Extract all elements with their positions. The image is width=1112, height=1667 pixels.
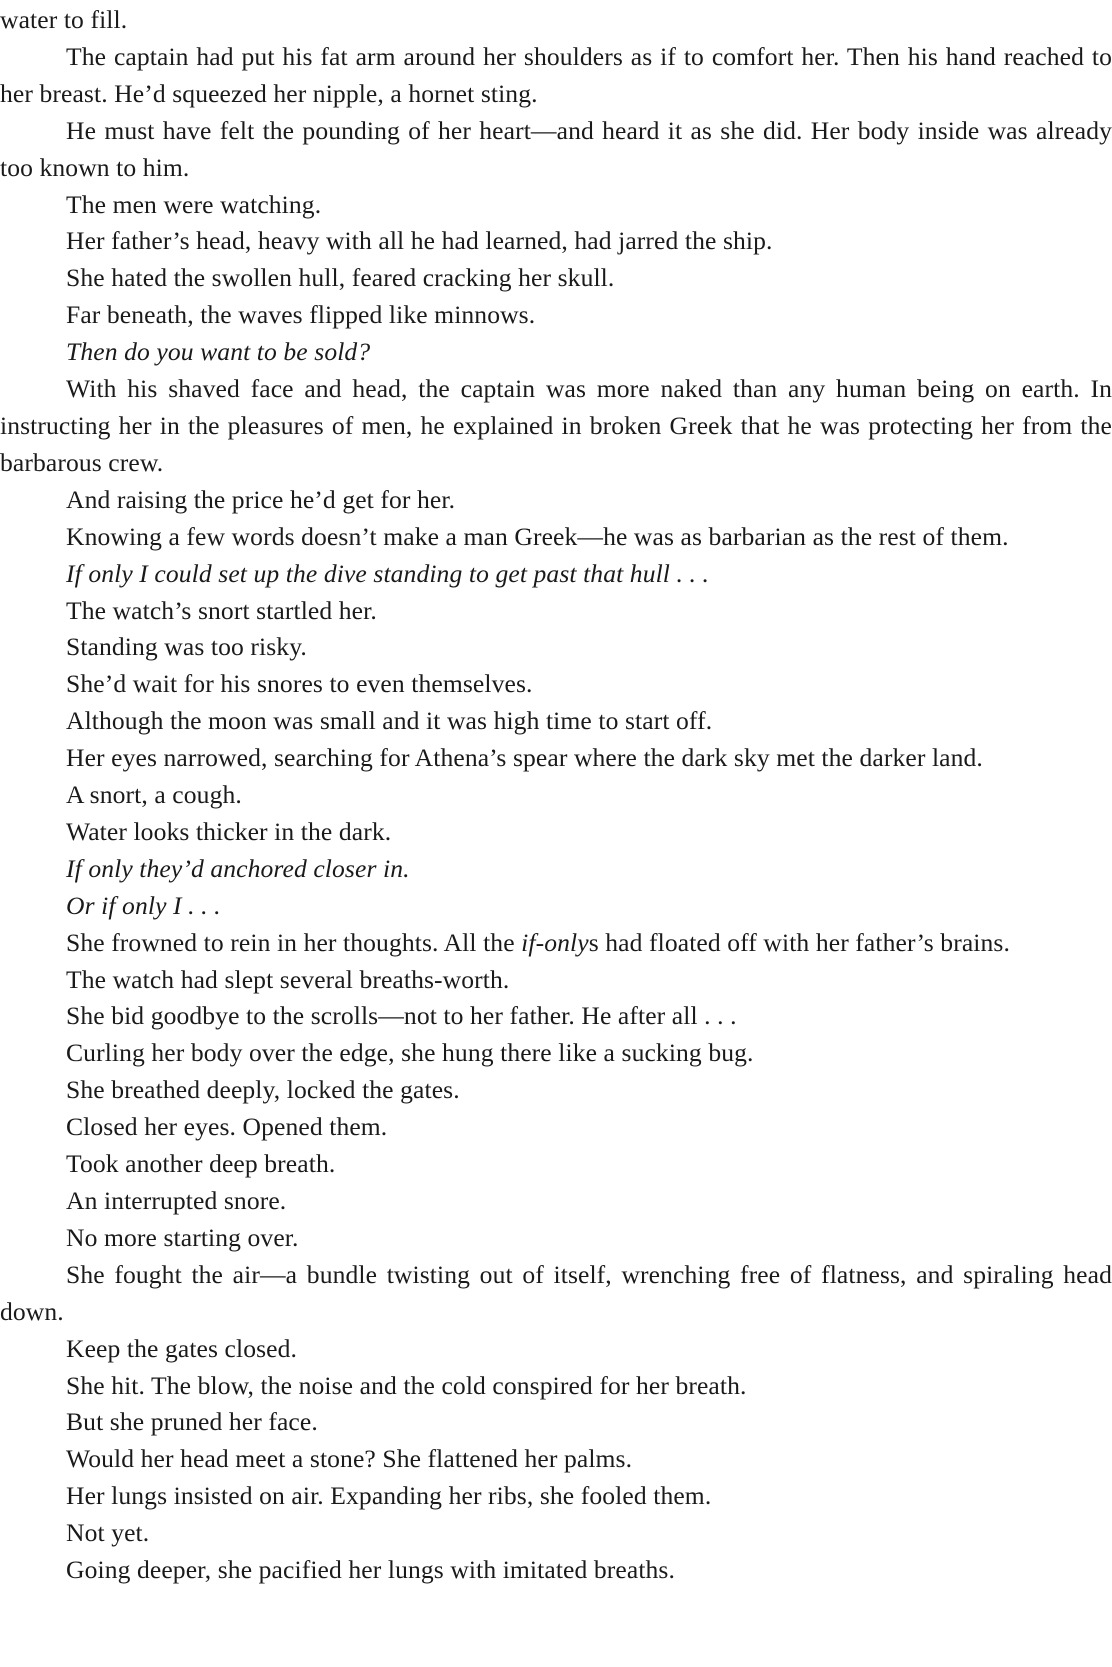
text-run: She’d wait for his snores to even themselves. [66, 669, 533, 699]
paragraph [0, 334, 1112, 371]
text-run: Water looks thicker in the dark. [66, 816, 392, 846]
italic-text: If only they’d anchored closer in. [66, 853, 410, 883]
text-run: Although the moon was small and it was high time to start off. [66, 706, 713, 736]
book-page [0, 2, 1112, 1589]
paragraph [0, 703, 1112, 740]
paragraph [0, 814, 1112, 851]
paragraph-continuation [0, 2, 1112, 39]
text-run: Going deeper, she pacified her lungs with imitated breaths. [66, 1555, 675, 1585]
text-run: Knowing a few words doesn’t make a man Greek—he was as barbarian as the rest of them. [66, 521, 1009, 551]
text-run: A snort, a cough. [66, 780, 242, 810]
text-run: Would her head meet a stone? She flattened her palms. [66, 1444, 633, 1474]
paragraph [0, 666, 1112, 703]
paragraph [0, 297, 1112, 334]
text-run: She breathed deeply, locked the gates. [66, 1075, 460, 1105]
text-run: Far beneath, the waves flipped like minnows. [66, 300, 536, 330]
text-run: And raising the price he’d get for her. [66, 484, 456, 514]
text-run: She hit. The blow, the noise and the cold conspired for her breath. [66, 1370, 747, 1400]
paragraph [0, 371, 1112, 482]
text-run: The captain had put his fat arm around her shoulders as if to comfort her. Then his hand reached to her breast. He’d squeezed her nipple, a hornet sting. [0, 41, 1112, 108]
paragraph [0, 851, 1112, 888]
paragraph [0, 962, 1112, 999]
paragraph [0, 629, 1112, 666]
text-run: Standing was too risky. [66, 632, 307, 662]
text-run: But she pruned her face. [66, 1407, 318, 1437]
text-run: She frowned to rein in her thoughts. All the [66, 927, 522, 957]
paragraph [0, 556, 1112, 593]
paragraph [0, 1441, 1112, 1478]
paragraph [0, 482, 1112, 519]
text-run: She hated the swollen hull, feared cracking her skull. [66, 263, 615, 293]
text-run: The watch had slept several breaths-worth. [66, 964, 510, 994]
italic-text: Then do you want to be sold? [66, 337, 371, 367]
paragraph [0, 1183, 1112, 1220]
paragraph [0, 998, 1112, 1035]
text-run: She fought the air—a bundle twisting out of itself, wrenching free of flatness, and spiraling head down. [0, 1259, 1112, 1326]
text-run: s had floated off with her father’s brains. [588, 927, 1010, 957]
italic-text: Or if only I . . . [66, 890, 221, 920]
text-run: Closed her eyes. Opened them. [66, 1112, 388, 1142]
text-run: He must have felt the pounding of her heart—and heard it as she did. Her body inside was already too known to him. [0, 115, 1112, 182]
text-run: Not yet. [66, 1518, 150, 1548]
paragraph [0, 1331, 1112, 1368]
text-run: water to fill. [0, 5, 128, 34]
paragraph [0, 187, 1112, 224]
paragraph [0, 1515, 1112, 1552]
paragraph [0, 777, 1112, 814]
paragraph [0, 113, 1112, 187]
paragraph [0, 740, 1112, 777]
paragraph [0, 1368, 1112, 1405]
paragraph [0, 39, 1112, 113]
paragraph [0, 1035, 1112, 1072]
paragraph [0, 1257, 1112, 1331]
paragraph [0, 593, 1112, 630]
italic-text: if-only [521, 927, 589, 957]
paragraph [0, 1478, 1112, 1515]
paragraph [0, 223, 1112, 260]
text-run: Her father’s head, heavy with all he had learned, had jarred the ship. [66, 226, 773, 256]
paragraph [0, 1404, 1112, 1441]
text-run: Curling her body over the edge, she hung there like a sucking bug. [66, 1038, 754, 1068]
text-run: The men were watching. [66, 189, 322, 219]
paragraph [0, 1220, 1112, 1257]
paragraph [0, 1109, 1112, 1146]
italic-text: If only I could set up the dive standing to get past that hull . . . [66, 558, 710, 588]
text-run: The watch’s snort startled her. [66, 595, 377, 625]
paragraph [0, 260, 1112, 297]
paragraph [0, 888, 1112, 925]
text-run: Her eyes narrowed, searching for Athena’s spear where the dark sky met the darker land. [66, 743, 983, 773]
text-run: Keep the gates closed. [66, 1333, 298, 1363]
paragraph [0, 1552, 1112, 1589]
text-run: Took another deep breath. [66, 1149, 336, 1179]
text-run: Her lungs insisted on air. Expanding her ribs, she fooled them. [66, 1481, 712, 1511]
paragraph [0, 1146, 1112, 1183]
paragraph [0, 1072, 1112, 1109]
paragraph [0, 925, 1112, 962]
text-run: She bid goodbye to the scrolls—not to her father. He after all . . . [66, 1001, 737, 1031]
text-run: No more starting over. [66, 1222, 299, 1252]
paragraph [0, 519, 1112, 556]
text-run: With his shaved face and head, the captain was more naked than any human being on earth. In instructing her in the pleasures of men, he explained in broken Greek that he was protecting her from the barbarous crew. [0, 374, 1112, 477]
text-run: An interrupted snore. [66, 1186, 287, 1215]
